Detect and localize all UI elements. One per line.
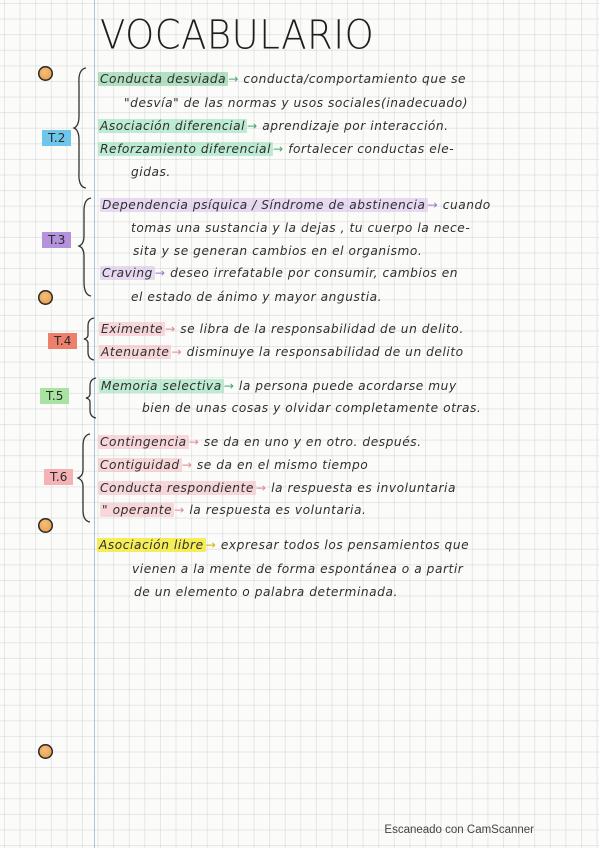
margin-line bbox=[94, 0, 95, 848]
binder-hole bbox=[38, 744, 53, 759]
definition-line: gidas. bbox=[131, 165, 171, 179]
definition-line: Craving → deseo irrefatable por consumir, cambios en bbox=[102, 266, 459, 280]
page-title: VOCABULARIO bbox=[100, 12, 375, 59]
definition-line: Conducta desviada → conducta/comportamiento que se bbox=[100, 72, 467, 86]
section-tab: T.2 bbox=[42, 130, 71, 146]
section-tab: T.5 bbox=[40, 388, 69, 404]
binder-hole bbox=[38, 66, 53, 81]
definition-line: vienen a la mente de forma espontánea o a partir bbox=[132, 562, 464, 576]
definition-line: "desvía" de las normas y usos sociales(inadecuado) bbox=[124, 96, 469, 110]
definition-line: Contingencia → se da en uno y en otro. después. bbox=[100, 435, 422, 449]
definition-line: Reforzamiento diferencial → fortalecer conductas ele- bbox=[100, 142, 455, 156]
definition-line: Conducta respondiente → la respuesta es involuntaria bbox=[100, 481, 456, 495]
definition-line: Eximente → se libra de la responsabilidad de un delito. bbox=[101, 322, 464, 336]
definition-line: " operante → la respuesta es voluntaria. bbox=[102, 503, 367, 517]
definition-line: bien de unas cosas y olvidar completamente otras. bbox=[142, 401, 482, 415]
binder-hole bbox=[38, 518, 53, 533]
brace-icon bbox=[84, 376, 98, 420]
section-tab: T.3 bbox=[42, 232, 71, 248]
definition-line: Dependencia psíquica / Síndrome de abstinencia → cuando bbox=[102, 198, 491, 212]
brace-icon bbox=[77, 196, 93, 298]
definition-line: el estado de ánimo y mayor angustia. bbox=[131, 290, 383, 304]
scanner-watermark: Escaneado con CamScanner bbox=[384, 824, 534, 836]
section-tab: T.6 bbox=[44, 469, 73, 485]
binder-hole bbox=[38, 290, 53, 305]
definition-line: Asociación libre → expresar todos los pensamientos que bbox=[99, 538, 470, 552]
definition-line: tomas una sustancia y la dejas , tu cuerpo la nece- bbox=[131, 221, 471, 235]
definition-line: Atenuante → disminuye la responsabilidad de un delito bbox=[101, 345, 464, 359]
definition-line: sita y se generan cambios en el organismo. bbox=[133, 244, 423, 258]
brace-icon bbox=[82, 316, 96, 362]
brace-icon bbox=[76, 432, 92, 524]
definition-line: Memoria selectiva → la persona puede acordarse muy bbox=[101, 379, 457, 393]
section-tab: T.4 bbox=[48, 333, 77, 349]
brace-icon bbox=[72, 66, 88, 190]
definition-line: de un elemento o palabra determinada. bbox=[134, 585, 398, 599]
definition-line: Asociación diferencial → aprendizaje por interacción. bbox=[100, 119, 449, 133]
definition-line: Contiguidad → se da en el mismo tiempo bbox=[100, 458, 369, 472]
